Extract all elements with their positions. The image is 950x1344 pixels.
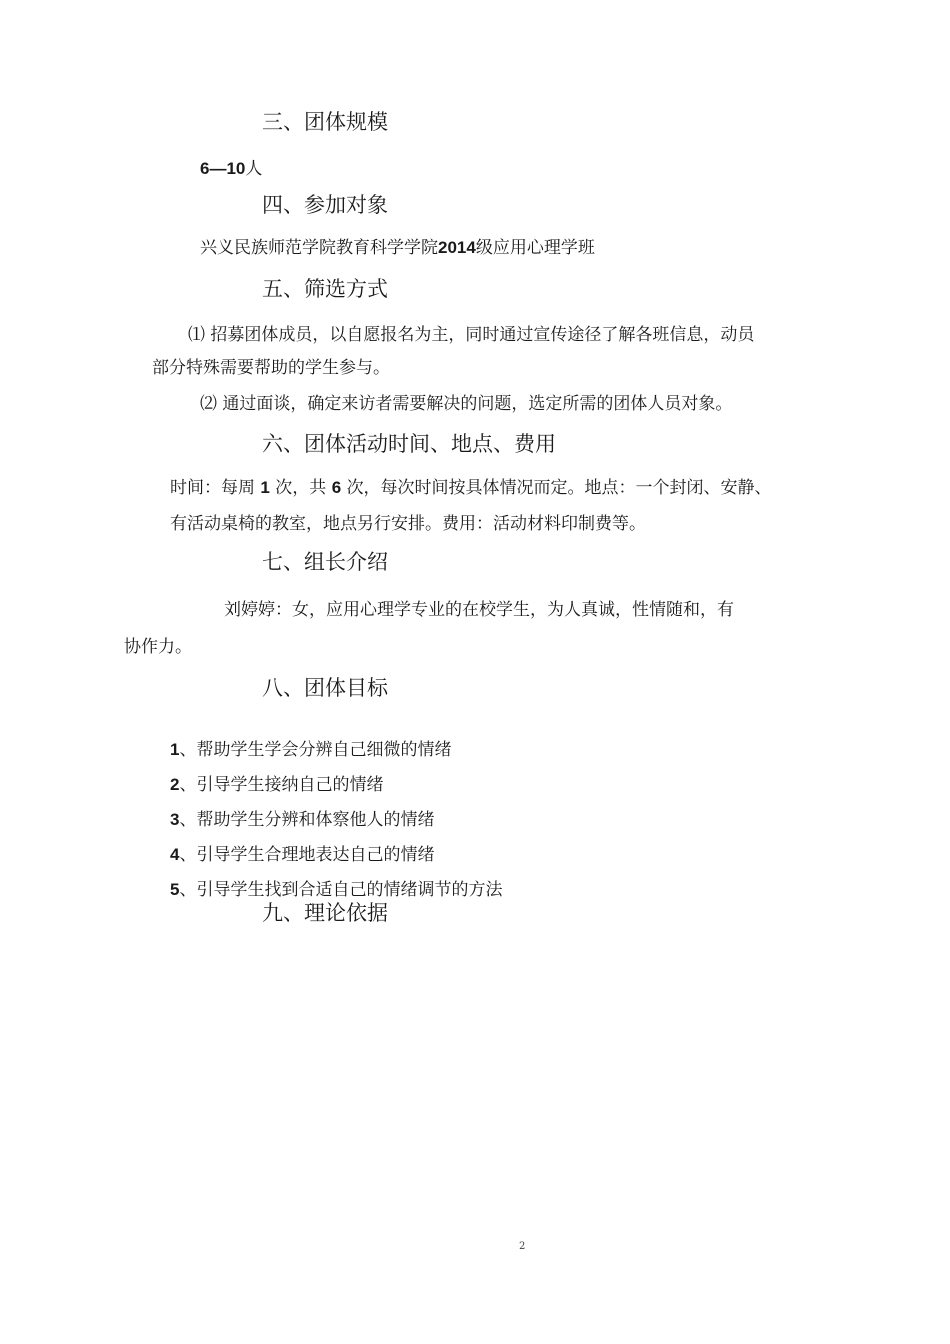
section-heading-logistics: 六、团体活动时间、地点、费用 — [262, 432, 556, 456]
logistics-line1 — [170, 473, 772, 498]
logistics-time-label: 时间：每周 — [170, 478, 255, 498]
section-heading-goals: 八、团体目标 — [262, 676, 388, 700]
logistics-line2: 有活动桌椅的教室，地点另行安排。费用：活动材料印制费等。 — [170, 514, 646, 534]
section-heading-participants: 四、参加对象 — [262, 193, 388, 217]
goal-number: 4 — [170, 845, 180, 864]
goal-text: 、引导学生找到合适自己的情绪调节的方法 — [179, 880, 503, 900]
logistics-weekly-count: 1 — [260, 478, 270, 497]
section-heading-selection: 五、筛选方式 — [262, 277, 388, 301]
goal-text: 、帮助学生分辨和体察他人的情绪 — [179, 810, 435, 830]
selection-item1-line1: ⑴ 招募团体成员，以自愿报名为主，同时通过宣传途径了解各班信息，动员 — [188, 325, 755, 345]
goal-number: 5 — [170, 880, 180, 899]
scale-text — [200, 154, 262, 179]
scale-unit: 人 — [245, 159, 263, 179]
logistics-total-count: 6 — [331, 478, 342, 497]
logistics-total-label: 次，共 — [275, 478, 327, 498]
section-heading-scale: 三、团体规模 — [262, 110, 388, 134]
section-heading-theory: 九、理论依据 — [262, 901, 388, 925]
leader-line2: 协作力。 — [124, 637, 192, 657]
goal-item — [170, 735, 451, 760]
goal-number: 2 — [170, 775, 180, 794]
participants-text-b: 级应用心理学班 — [475, 238, 595, 258]
goal-item — [170, 805, 434, 830]
goal-text: 、帮助学生学会分辨自己细微的情绪 — [179, 740, 452, 760]
goal-text: 、引导学生合理地表达自己的情绪 — [179, 845, 435, 865]
selection-item1-line2: 部分特殊需要帮助的学生参与。 — [152, 358, 390, 378]
leader-line1: 刘婷婷：女，应用心理学专业的在校学生，为人真诚，性情随和，有 — [224, 600, 734, 620]
page-number: 2 — [519, 1241, 526, 1252]
participants-year: 2014 — [438, 238, 476, 257]
participants-text — [200, 233, 595, 258]
goal-text: 、引导学生接纳自己的情绪 — [179, 775, 384, 795]
logistics-line1-rest: 次，每次时间按具体情况而定。地点：一个封闭、安静、 — [346, 478, 772, 498]
section-heading-leader: 七、组长介绍 — [262, 550, 388, 574]
scale-number: 6—10 — [200, 159, 246, 178]
selection-item2: ⑵ 通过面谈，确定来访者需要解决的问题，选定所需的团体人员对象。 — [200, 394, 733, 414]
participants-text-a: 兴义民族师范学院教育科学学院 — [200, 238, 438, 258]
goal-item — [170, 840, 434, 865]
goal-item — [170, 770, 383, 795]
goal-number: 1 — [170, 740, 180, 759]
goal-number: 3 — [170, 810, 180, 829]
